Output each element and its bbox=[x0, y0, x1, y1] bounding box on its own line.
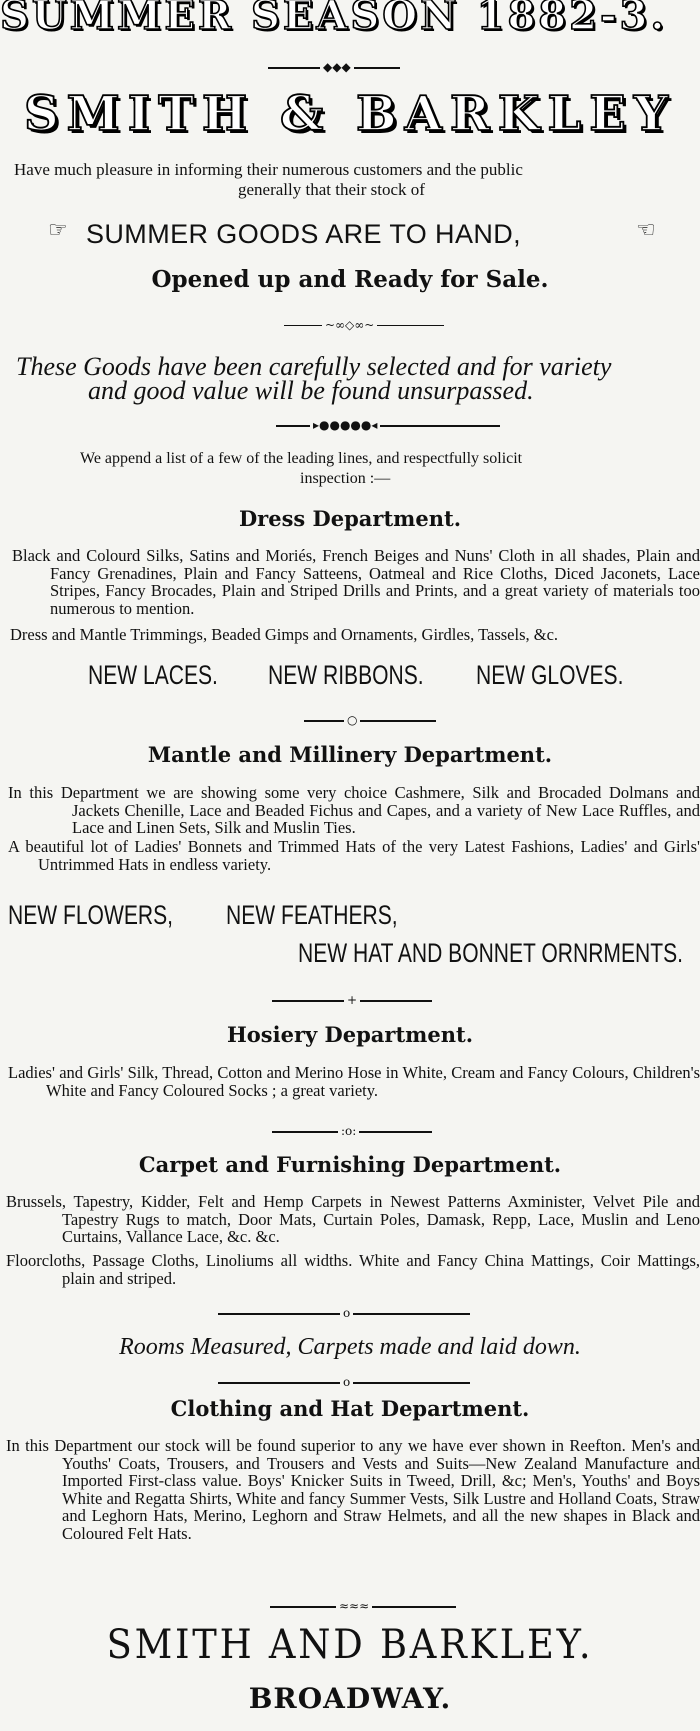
tagline-line-1: These Goods have been carefully selected and for variety bbox=[16, 352, 612, 381]
clothing-paragraph-text: In this Department our stock will be found superior to any we have ever shown in Reefton. Men's and Youths' Coats, Trousers, and Trousers and Vests and Suits—New Zealand Manufacture and Imported First-class value. Boys' Knicker Suits in Tweed, Drill, &c; Men's, Youths' and Boys White and Regatta Shirts, White and fancy Summer Vests, Silk Lustre and Holland Coats, Straw and Leghorn Hats, Merino, Leghorn and Straw Helmets, and all the new shapes in Black and Coloured Felt Hats. bbox=[6, 1436, 700, 1543]
flourish-ornament-icon: ○ bbox=[344, 714, 360, 726]
hosiery-paragraph bbox=[8, 1064, 700, 1099]
pointing-hand-left-icon: ☜ bbox=[636, 218, 656, 243]
pointing-hand-right-icon: ☞ bbox=[48, 218, 68, 243]
tagline-line-2: and good value will be found unsurpassed. bbox=[88, 376, 534, 405]
dress-heading: Dress Department. bbox=[238, 506, 462, 531]
new-hat-bonnet: NEW HAT AND BONNET ORNRMENTS. bbox=[298, 938, 683, 968]
clothing-paragraph bbox=[6, 1437, 700, 1542]
mantle-paragraph-1 bbox=[8, 784, 700, 837]
flourish-ornament-icon: ▸●●●●●◂ bbox=[310, 419, 380, 431]
flourish-ornament-icon: ≈≈≈ bbox=[336, 1600, 372, 1612]
new-laces: NEW LACES. bbox=[88, 660, 218, 690]
new-flowers: NEW FLOWERS, bbox=[8, 900, 173, 930]
firm-name-top: SMITH & BARKLEY bbox=[23, 86, 677, 142]
mantle-paragraph-1-text: In this Department we are showing some very choice Cashmere, Silk and Brocaded Dolmans and Jackets Chenille, Lace and Beaded Fichus and Capes, and a variety of New Lace Ruffles, and Lace and Linen Sets, Silk and Muslin Ties. bbox=[8, 783, 700, 837]
intro-line-1: Have much pleasure in informing their numerous customers and the public bbox=[14, 160, 523, 179]
append-line-2: inspection :— bbox=[300, 470, 391, 487]
mantle-paragraph-2 bbox=[8, 838, 700, 873]
dress-paragraph-1 bbox=[12, 547, 700, 617]
flourish-ornament-icon: ~∞◇∞~ bbox=[322, 319, 377, 331]
new-feathers: NEW FEATHERS, bbox=[226, 900, 398, 930]
carpet-paragraph-2 bbox=[6, 1252, 700, 1287]
intro-line-2: generally that their stock of bbox=[238, 180, 425, 199]
footer-address: BROADWAY. bbox=[248, 1682, 452, 1715]
headline: SUMMER SEASON 1882-3. bbox=[0, 0, 668, 39]
new-gloves: NEW GLOVES. bbox=[476, 660, 624, 690]
carpet-paragraph-1-text: Brussels, Tapestry, Kidder, Felt and Hemp Carpets in Newest Patterns Axminister, Velvet Pile and Tapestry Rugs to match, Door Mats, Curtain Poles, Damask, Repp, Lace, Muslin and Leno Curtains, Vallance Lace, &c. &c. bbox=[6, 1192, 700, 1246]
flourish-ornament-icon: o bbox=[340, 1307, 353, 1319]
mantle-heading: Mantle and Millinery Department. bbox=[147, 742, 553, 767]
carpet-paragraph-1 bbox=[6, 1193, 700, 1246]
append-line-1: We append a list of a few of the leading lines, and respectfully solicit bbox=[80, 450, 523, 467]
carpet-paragraph-2-text: Floorcloths, Passage Cloths, Linoliums all widths. White and Fancy China Mattings, Coir Mattings, plain and striped. bbox=[6, 1251, 700, 1288]
mantle-paragraph-2-text: A beautiful lot of Ladies' Bonnets and Trimmed Hats of the very Latest Fashions, Ladies' and Girls' Untrimmed Hats in endless variety. bbox=[8, 837, 700, 874]
hosiery-paragraph-text: Ladies' and Girls' Silk, Thread, Cotton and Merino Hose in White, Cream and Fancy Colours, Children's White and Fancy Coloured Socks ; a great variety. bbox=[8, 1063, 700, 1100]
opened-up-line: Opened up and Ready for Sale. bbox=[151, 266, 549, 293]
flourish-ornament-icon: o bbox=[340, 1376, 353, 1388]
flourish-ornament-icon: + bbox=[344, 994, 360, 1006]
carpet-heading: Carpet and Furnishing Department. bbox=[138, 1152, 562, 1177]
flourish-ornament-icon: :o: bbox=[338, 1125, 359, 1137]
hosiery-heading: Hosiery Department. bbox=[226, 1022, 474, 1047]
footer-firm-name: SMITH AND BARKLEY. bbox=[106, 1622, 594, 1668]
summer-goods-heading: SUMMER GOODS ARE TO HAND, bbox=[86, 219, 522, 249]
flourish-ornament-icon: ◆◆◆ bbox=[320, 61, 354, 73]
new-ribbons: NEW RIBBONS. bbox=[268, 660, 424, 690]
dress-paragraph-2: Dress and Mantle Trimmings, Beaded Gimps and Ornaments, Girdles, Tassels, &c. bbox=[10, 625, 559, 644]
rooms-measured-line: Rooms Measured, Carpets made and laid down. bbox=[119, 1334, 581, 1360]
dress-paragraph-1-text: Black and Colourd Silks, Satins and Moriés, French Beiges and Nuns' Cloth in all shades, Plain and Fancy Grenadines, Plain and Fancy Satteens, Oatmeal and Rice Cloths, Diced Jaconets, Lace Stripes, Fancy Brocades, Plain and Striped Drills and Prints, and a great variety of materials too numerous to mention. bbox=[12, 546, 700, 618]
clothing-heading: Clothing and Hat Department. bbox=[170, 1396, 530, 1421]
divider-rule-4 bbox=[304, 720, 436, 722]
